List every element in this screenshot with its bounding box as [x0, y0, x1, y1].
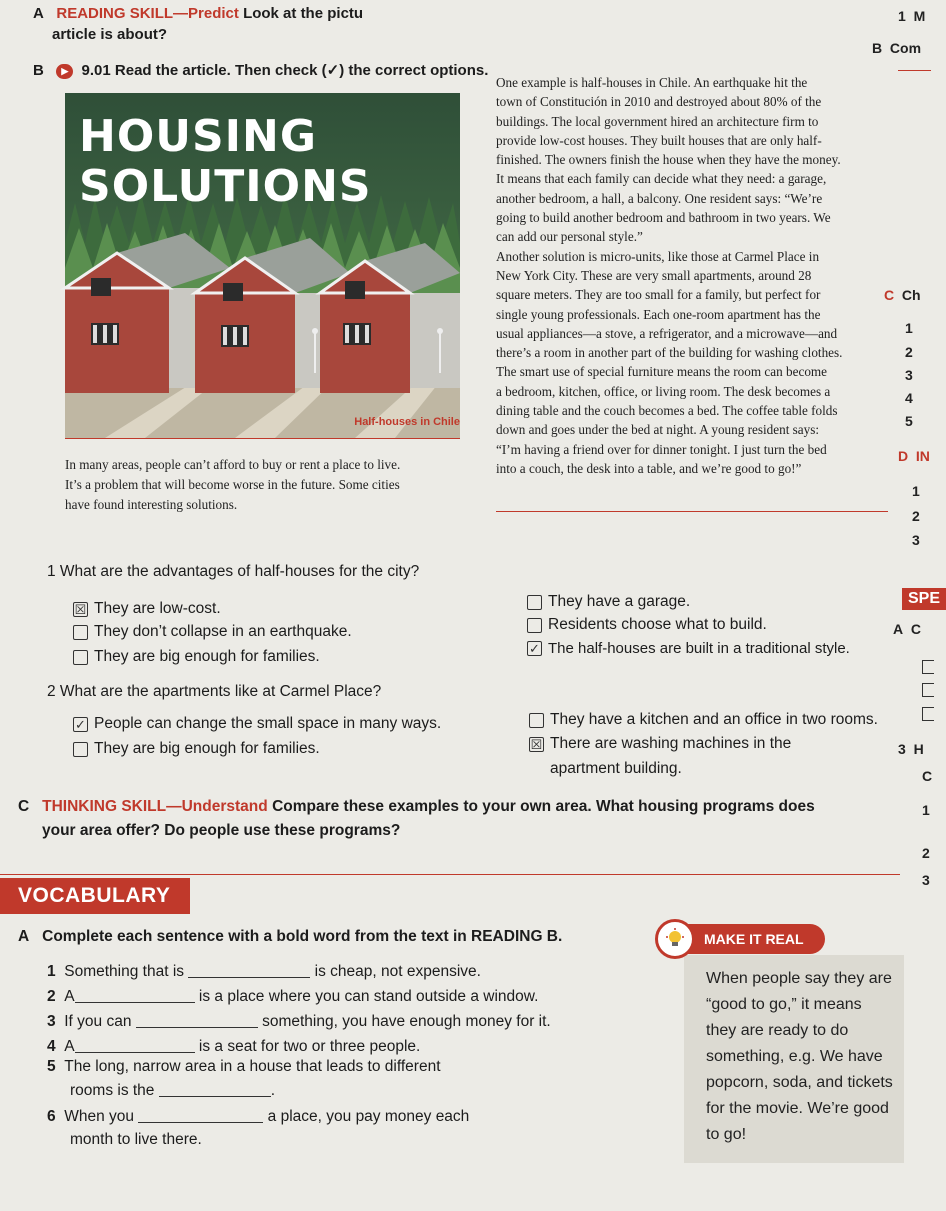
- picture-title-line1: HOUSING: [79, 111, 317, 162]
- checkbox[interactable]: ✓: [527, 641, 542, 656]
- article-line: dining table and the couch becomes a bed. The coffee table folds: [496, 403, 838, 419]
- section-c-skill: THINKING SKILL—Understand: [42, 798, 268, 815]
- option-text: The half-houses are built in a traditional style.: [548, 640, 850, 657]
- edge-text: Com: [889, 40, 922, 56]
- item-number: 5: [47, 1058, 56, 1075]
- item-text: Something that is: [64, 963, 185, 980]
- edge-text: Ch: [901, 287, 921, 303]
- section-c-heading: [18, 798, 815, 816]
- edge-d: [898, 448, 930, 464]
- vocab-a-text: Complete each sentence with a bold word from the text in READING B.: [42, 928, 563, 945]
- edge-num: 1: [912, 483, 920, 499]
- edge-b: [872, 40, 921, 56]
- housing-picture: [65, 93, 460, 438]
- q2-option-continued: apartment building.: [550, 760, 682, 777]
- tip-line: popcorn, soda, and tickets: [706, 1074, 893, 1091]
- section-a-line2: article is about?: [52, 26, 168, 43]
- article-line: It means that each family can decide what they need: a garage,: [496, 171, 827, 187]
- item-number: 1: [47, 963, 56, 980]
- vocab-item-5-line2: [70, 1082, 275, 1100]
- edge-box: [922, 707, 934, 721]
- vocabulary-title: VOCABULARY: [0, 878, 190, 914]
- edge-two: 2: [922, 845, 930, 861]
- edge-box: [922, 660, 934, 674]
- article-line: a bedroom, kitchen, office, or living room. The desk becomes a: [496, 383, 831, 399]
- edge-box: [922, 683, 934, 697]
- answer-blank[interactable]: [188, 964, 310, 978]
- edge-label: C: [884, 287, 895, 303]
- item-text: is cheap, not expensive.: [314, 963, 481, 980]
- picture-title-line2: SOLUTIONS: [79, 161, 372, 212]
- edge-label: D: [898, 448, 909, 464]
- section-a-skill: READING SKILL—Predict: [56, 5, 239, 22]
- q1-option[interactable]: [527, 616, 767, 634]
- q1-option[interactable]: [73, 600, 221, 618]
- edge-three: 3: [922, 872, 930, 888]
- intro-line: In many areas, people can’t afford to buy or rent a place to live.: [65, 457, 401, 472]
- vocab-item-1: [47, 963, 481, 981]
- vocab-item-2: [47, 988, 538, 1006]
- q2-option[interactable]: [529, 711, 878, 729]
- article-line: provide low-cost houses. They built houses that are only half-: [496, 132, 822, 148]
- checkbox[interactable]: ☒: [74, 601, 87, 617]
- item-text: A: [64, 988, 75, 1005]
- item-text: is a place where you can stand outside a window.: [198, 988, 539, 1005]
- tip-line: to go!: [706, 1126, 747, 1143]
- item-text: something, you have enough money for it.: [262, 1013, 551, 1030]
- edge-num: 3: [912, 532, 920, 548]
- checkbox[interactable]: [529, 713, 544, 728]
- edge-num: 1: [905, 320, 913, 336]
- caption-divider: [65, 438, 460, 439]
- item-number: 2: [47, 988, 56, 1005]
- section-a-heading: [33, 5, 363, 22]
- edge-c3: C: [922, 768, 933, 784]
- checkbox[interactable]: [73, 625, 88, 640]
- article-line: down and goes under the bed at night. A young resident says:: [496, 422, 820, 438]
- tip-line: for the movie. We’re good: [706, 1100, 889, 1117]
- option-text: There are washing machines in the: [550, 735, 792, 752]
- section-a-letter: A: [33, 5, 44, 22]
- edge-num: 5: [905, 413, 913, 429]
- tip-line: When people say they are: [706, 970, 892, 987]
- tip-line: they are ready to do: [706, 1022, 849, 1039]
- vocab-item-5: [47, 1058, 441, 1076]
- item-text: is a seat for two or three people.: [198, 1038, 421, 1055]
- edge-label: B: [872, 40, 883, 56]
- option-text: Residents choose what to build.: [548, 616, 767, 633]
- answer-blank[interactable]: [75, 989, 195, 1003]
- q2-option[interactable]: [529, 735, 791, 753]
- article-line: New York City. These are very small apartments, around 28: [496, 267, 812, 283]
- article-line: buildings. The local government hired an architecture firm to: [496, 113, 819, 129]
- item-text: a place, you pay money each: [267, 1108, 470, 1125]
- edge-num: 4: [905, 390, 913, 406]
- option-text: They don’t collapse in an earthquake.: [94, 623, 352, 640]
- option-text: They are big enough for families.: [94, 648, 320, 665]
- edge-num: 3: [905, 367, 913, 383]
- question-2-prompt: 2 What are the apartments like at Carmel Place?: [47, 683, 382, 700]
- edge-a2: [893, 621, 921, 637]
- answer-blank[interactable]: [138, 1109, 263, 1123]
- intro-line: It’s a problem that will become worse in the future. Some cities: [65, 477, 400, 492]
- article-divider: [496, 511, 888, 512]
- edge-letter: M: [913, 8, 926, 24]
- section-b-instruction: Read the article. Then check (✓) the correct options.: [114, 62, 489, 79]
- article-body: [496, 73, 884, 478]
- checkbox[interactable]: [73, 742, 88, 757]
- item-text: rooms is the: [70, 1082, 155, 1099]
- vocab-item-6: [47, 1108, 469, 1126]
- article-line: can add our personal style.”: [496, 229, 643, 245]
- item-number: 3: [47, 1013, 56, 1030]
- edge-rule: [898, 70, 931, 71]
- vocabulary-instruction: [18, 928, 562, 946]
- option-text: They have a garage.: [548, 593, 691, 610]
- option-text: They have a kitchen and an office in two rooms.: [550, 711, 878, 728]
- edge-spe-bar: SPE: [902, 588, 946, 610]
- option-text: People can change the small space in many ways.: [94, 715, 442, 732]
- option-text: They are big enough for families.: [94, 740, 320, 757]
- intro-line: have found interesting solutions.: [65, 497, 238, 512]
- section-c-text: Compare these examples to your own area. What housing programs does: [272, 798, 815, 815]
- article-line: One example is half-houses in Chile. An earthquake hit the: [496, 75, 808, 90]
- q1-option[interactable]: [527, 593, 690, 611]
- vocab-item-6-line2: month to live there.: [70, 1131, 202, 1148]
- edge-top: [898, 8, 925, 24]
- answer-blank[interactable]: [159, 1083, 271, 1097]
- answer-blank[interactable]: [136, 1014, 258, 1028]
- q2-option[interactable]: [73, 740, 320, 758]
- article-line: usual appliances—a stove, a refrigerator, and a microwave—and: [496, 325, 838, 341]
- answer-blank[interactable]: [75, 1039, 195, 1053]
- edge-num: 2: [905, 344, 913, 360]
- vocabulary-rule: [0, 874, 900, 875]
- edge-label: A: [893, 621, 904, 637]
- section-c-line2: your area offer? Do people use these programs?: [42, 822, 401, 839]
- article-line: going to build another bedroom and bathroom in two years. We: [496, 210, 831, 226]
- tip-line: something, e.g. We have: [706, 1048, 883, 1065]
- edge-num: 2: [912, 508, 920, 524]
- option-text: They are low-cost.: [94, 600, 221, 617]
- vocab-item-4: [47, 1038, 420, 1056]
- section-a-text: Look at the pictu: [243, 5, 364, 22]
- article-line: single young professionals. Each one-room apartment has the: [496, 306, 821, 322]
- section-b-heading: [33, 61, 488, 79]
- item-text: .: [270, 1082, 276, 1099]
- item-text: When you: [64, 1108, 135, 1125]
- checkbox[interactable]: ✓: [73, 717, 88, 732]
- q1-option[interactable]: [527, 640, 850, 657]
- article-intro: [65, 455, 465, 515]
- question-1-prompt: 1 What are the advantages of half-houses for the city?: [47, 563, 420, 580]
- edge-b3: [898, 741, 924, 757]
- item-text: The long, narrow area in a house that leads to different: [64, 1058, 441, 1075]
- section-b-letter: B: [33, 62, 44, 79]
- checkbox[interactable]: [527, 618, 542, 633]
- vocab-a-letter: A: [18, 928, 30, 945]
- section-c-letter: C: [18, 798, 30, 815]
- item-text: A: [64, 1038, 75, 1055]
- audio-icon[interactable]: ▶: [56, 64, 73, 79]
- article-line: finished. The owners finish the house when they have the money.: [496, 152, 841, 168]
- checkbox[interactable]: [73, 650, 88, 665]
- edge-num: 1: [898, 8, 906, 24]
- article-line: The smart use of special furniture means the room can become: [496, 364, 828, 380]
- article-line: another bedroom, a hall, a balcony. One resident says: “We’re: [496, 190, 823, 206]
- picture-caption: Half-houses in Chile: [354, 416, 460, 428]
- checkbox[interactable]: ☒: [530, 736, 543, 752]
- article-line: town of Constitución in 2010 and destroyed about 80% of the: [496, 94, 822, 110]
- make-it-real-text: [706, 966, 906, 1148]
- item-number: 4: [47, 1038, 56, 1055]
- edge-one: 1: [922, 802, 930, 818]
- article-line: “I’m having a friend over for dinner tonight. I just turn the bed: [496, 441, 827, 457]
- tip-line: “good to go,” it means: [706, 996, 862, 1013]
- item-number: 6: [47, 1108, 56, 1125]
- edge-text: IN: [915, 448, 930, 464]
- article-line: into a couch, the desk into a table, and we’re good to go!”: [496, 460, 802, 476]
- edge-text: H: [913, 741, 924, 757]
- article-line: square meters. They are too small for a family, but perfect for: [496, 287, 821, 303]
- article-line: Another solution is micro-units, like those at Carmel Place in: [496, 248, 820, 264]
- edge-text: C: [910, 621, 922, 637]
- section-b-track: 9.01: [81, 62, 111, 79]
- item-text: If you can: [64, 1013, 132, 1030]
- q2-option[interactable]: [73, 715, 441, 733]
- make-it-real-label: MAKE IT REAL: [660, 924, 825, 954]
- edge-label: 3: [898, 741, 906, 757]
- article-line: there’s a room in another part of the building for washing clothes.: [496, 345, 843, 361]
- q1-option[interactable]: [73, 623, 352, 641]
- edge-c: [884, 287, 921, 303]
- q1-option[interactable]: [73, 648, 320, 666]
- vocab-item-3: [47, 1013, 551, 1031]
- lightbulb-icon-graphic: [664, 928, 686, 950]
- checkbox[interactable]: [527, 595, 542, 610]
- lightbulb-icon: [655, 919, 695, 959]
